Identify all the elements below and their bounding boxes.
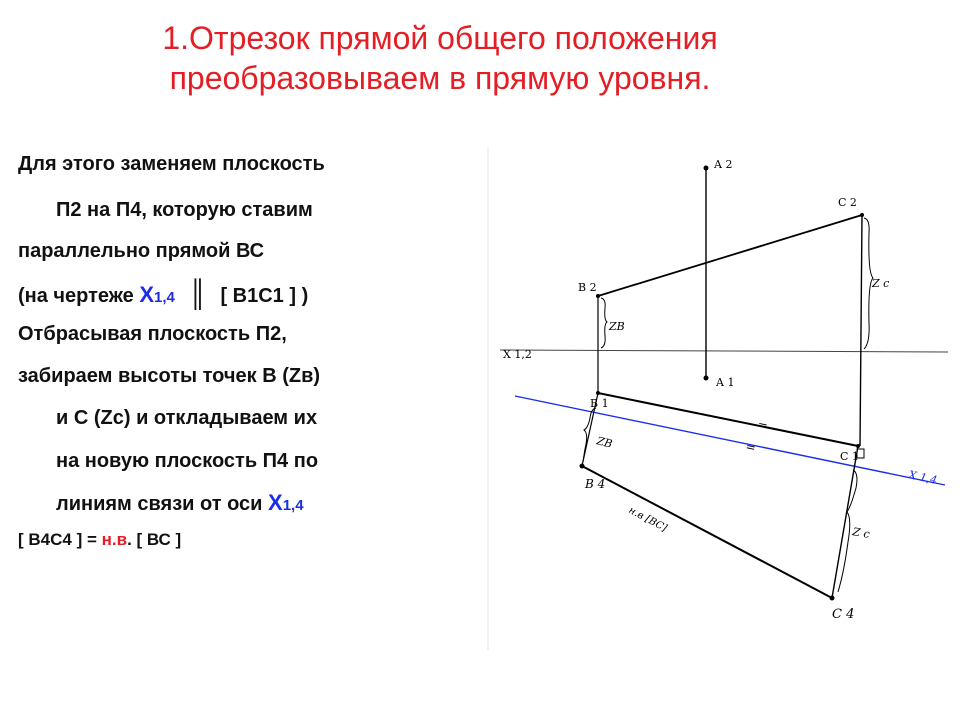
slide-title <box>60 18 820 98</box>
axis-x14-sub-2: 1,4 <box>282 497 304 514</box>
axis-x14-sub: 1,4 <box>154 289 175 306</box>
axis-x14-letter-2: X <box>268 490 283 515</box>
text-line-5: Отбрасывая плоскость П2, <box>18 323 287 345</box>
parallel-sign: ║ <box>188 278 207 308</box>
text-line-7: и С (Zс) и откладываем их <box>56 407 318 429</box>
text-line-1: Для этого заменяем плоскость <box>18 153 325 175</box>
text-line-10 <box>18 530 181 550</box>
text-line-2: П2 на П4, которую ставим <box>56 199 313 221</box>
segment-b1c1 <box>598 393 858 446</box>
connection-line-c14 <box>832 446 858 598</box>
label-zb-upper: ZB <box>609 320 625 333</box>
label-c1: C 1 <box>840 450 859 463</box>
label-c4: C 4 <box>832 607 855 622</box>
label-b4: B 4 <box>585 477 606 491</box>
axis-x14-label <box>139 282 175 307</box>
point-b4 <box>580 464 585 469</box>
point-c2 <box>860 213 864 217</box>
brace-zb-upper <box>601 298 607 348</box>
point-a2 <box>704 166 709 171</box>
text-line-9 <box>56 490 304 516</box>
label-zc-upper: Z c <box>872 277 890 290</box>
equal-mark-1: = <box>756 417 770 434</box>
projection-drawing <box>480 140 950 660</box>
connection-line-c <box>860 215 862 446</box>
true-size-abbrev: н.в <box>101 530 128 549</box>
label-x14: X 1,4 <box>907 468 939 487</box>
segment-b4c4 <box>582 466 832 598</box>
label-true-size: н.в [BC] <box>626 504 669 535</box>
axis-x14-letter: X <box>139 282 155 307</box>
label-a2: A 2 <box>714 158 733 171</box>
text-line-8: на новую плоскость П4 по <box>56 450 319 472</box>
text-line-9-pre: линиям связи от оси <box>56 493 269 515</box>
equal-mark-2: = <box>744 439 758 456</box>
point-c4 <box>830 596 835 601</box>
axis-x14 <box>515 396 945 485</box>
text-line-6: забираем высоты точек В (Zв) <box>18 365 321 387</box>
label-c2: C 2 <box>838 196 857 209</box>
text-line-10-pre: [ В4С4 ] = <box>18 530 102 549</box>
point-b1 <box>596 391 600 395</box>
label-b1: B 1 <box>590 397 609 410</box>
point-b2 <box>596 294 600 298</box>
text-line-4 <box>18 278 308 309</box>
axis-x12 <box>500 350 948 352</box>
segment-b2c2 <box>598 215 862 296</box>
label-b2: B 2 <box>578 281 597 294</box>
text-line-10-post: . [ ВС ] <box>127 530 182 549</box>
title-line-2: преобразовываем в прямую уровня. <box>169 60 711 96</box>
text-line-4-post: [ В1С1 ] ) <box>220 285 309 307</box>
text-line-4-pre: (на чертеже <box>18 285 140 307</box>
label-a1: A 1 <box>716 376 735 389</box>
label-zb-lower: ZB <box>595 434 614 451</box>
label-zc-lower: Z c <box>851 525 871 541</box>
text-line-3: параллельно прямой ВС <box>18 240 265 262</box>
point-a1 <box>704 376 709 381</box>
label-x12: X 1,2 <box>503 348 532 361</box>
point-c1 <box>856 444 860 448</box>
title-line-1: 1.Отрезок прямой общего положения <box>162 20 718 56</box>
axis-x14-label-2 <box>268 490 304 515</box>
